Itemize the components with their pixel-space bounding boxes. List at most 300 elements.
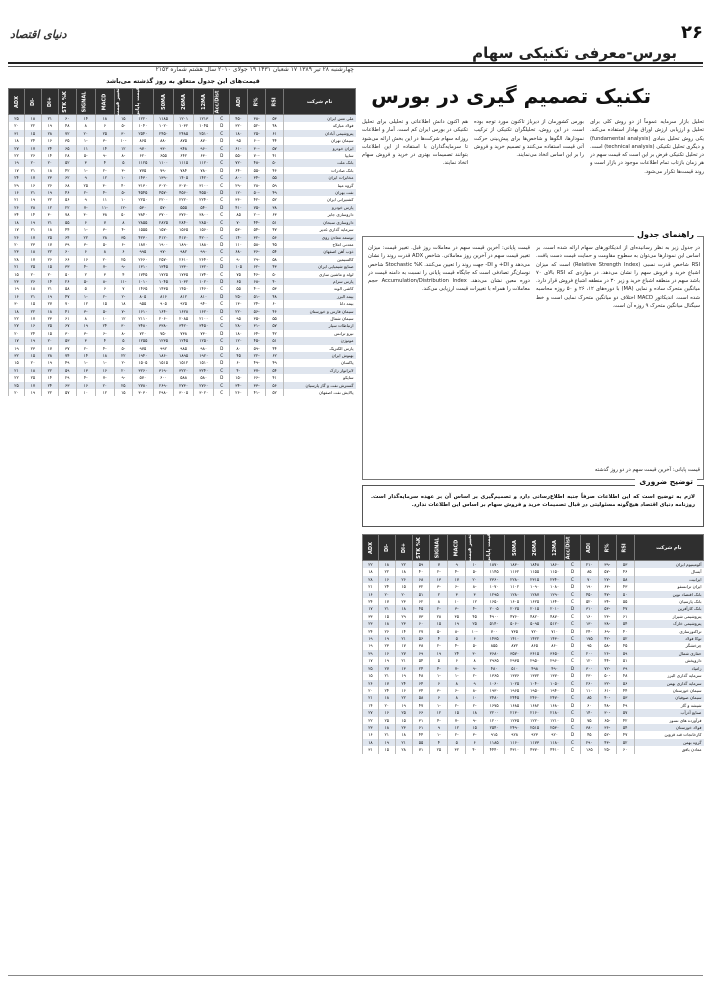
indicator-cell: ۲۰۱۵ [525,605,545,612]
indicator-cell: ۲۶ [378,628,395,635]
company-name-cell: کاشی الوند [284,285,356,292]
company-name-cell: موتوژن [284,337,356,344]
indicator-cell: ۱۰ [95,315,114,322]
indicator-cell: ۲۸۵۰ [194,219,214,226]
indicator-cell: ۱۱۷۳ [525,739,545,746]
indicator-cell: C [214,174,230,181]
indicator-cell: ۵۱ [412,591,430,598]
table-row [363,650,704,657]
indicator-cell: ۲۹۶۰ [545,657,565,664]
table-caption: قیمت‌های این جدول متعلق به روز گذشته می‌باشد [106,78,260,85]
indicator-cell: ۷۰ [580,576,598,583]
column-header [363,535,379,561]
indicator-cell: ۸۰۵ [132,293,153,300]
indicator-cell: -۴۴ [248,219,266,226]
indicator-cell: ۲۱ [378,672,395,679]
indicator-cell: ۳۰ [114,322,132,329]
column-header [132,86,153,117]
indicator-cell: ۲۹ [395,613,412,620]
indicator-cell: -۴۳ [598,739,616,746]
company-name-cell: سرمایه گذاری البرز [634,672,703,679]
indicator-cell: ۱۸ [9,137,25,144]
indicator-cell: ۱۵ [114,115,132,123]
company-name-cell: پارس سرام [284,278,356,285]
indicator-cell: ۱۱۱۵ [174,159,194,166]
indicator-cell: ۶۰ [412,620,430,627]
indicator-cell: ۱۶۸۰ [545,702,565,709]
indicator-cell: ۲۱ [41,115,58,123]
indicator-cell: ۱۱۴۵ [484,568,505,575]
indicator-cell: ۱۵ [430,620,448,627]
indicator-cell: ۷ [95,219,114,226]
table-row [9,159,356,166]
indicator-cell: ۱۲ [448,724,466,731]
indicator-cell: ۶ [466,635,484,642]
column-header-label: 26MA [180,93,187,110]
indicator-cell: ۱۶ [395,687,412,694]
company-name-cell: پاکسان [284,359,356,366]
indicator-cell: ۳۲۶۰ [132,367,153,374]
table-row [9,337,356,344]
indicator-cell: ۲۲۵۰ [132,196,153,203]
indicator-cell: C [214,382,230,389]
indicator-cell: -۴ [448,568,466,575]
indicator-cell: ۳۵ [58,137,76,144]
indicator-cell: -۴۸ [598,702,616,709]
indicator-cell: ۹۷۰ [153,248,173,255]
indicator-cell: ۲۳۴۰ [545,576,565,583]
indicator-cell: ۴ [430,635,448,642]
indicator-cell: ۱۸۹۰ [174,241,194,248]
indicator-cell: ۱۷ [24,382,41,389]
indicator-cell: D [565,665,581,672]
indicator-cell: -۲ [114,359,132,366]
indicator-cell: -۱ [76,359,95,366]
table-row [9,263,356,270]
indicator-cell: ۳۹ [58,241,76,248]
indicator-cell: ۶ [95,285,114,292]
indicator-cell: ۴۵۷۰ [153,189,173,196]
indicator-cell: ۵۹ [616,650,634,657]
indicator-cell: D [214,330,230,337]
indicator-cell: ۱۴۶۵ [132,285,153,292]
indicator-cell: ۱۴۲۰ [194,174,214,181]
column-header-label: تغییر قیمت [115,87,122,116]
indicator-cell: -۳۶ [248,248,266,255]
indicator-cell: -۴۴ [598,657,616,664]
company-name-cell: گروه بهمن [634,739,703,746]
column-header-label: SIGNAL [433,537,440,558]
indicator-cell: ۱۳۳۰ [174,263,194,270]
indicator-cell: ۲۳ [9,248,25,255]
indicator-cell: ۴۷۶۰ [505,613,525,620]
indicator-cell: ۳۴۸۰ [132,322,153,329]
indicator-cell: ۲۱ [363,583,379,590]
indicator-cell: ۱۷ [9,337,25,344]
company-name-cell: بانک اقتصاد نوین [634,591,703,598]
indicator-cell: ۲۲ [41,248,58,255]
table-row [9,115,356,123]
indicator-cell: ۲۶ [9,204,25,211]
indicator-cell: -۱ [448,672,466,679]
indicator-cell: ۴۴ [412,731,430,738]
indicator-cell: ۸ [430,598,448,605]
indicator-cell: ۴۳۷۰ [525,746,545,753]
indicator-cell: ۱۹ [41,359,58,366]
table-row [363,591,704,598]
indicator-cell: ۳۳۸۰ [153,322,173,329]
indicator-cell: ۲۳ [24,345,41,352]
indicator-cell: ۵۹ [58,367,76,374]
table-row [9,189,356,196]
table-row [363,576,704,583]
indicator-cell: ۱۶۴۰ [545,598,565,605]
indicator-cell: C [214,285,230,292]
indicator-cell: ۲۹۳۵ [505,657,525,664]
indicator-cell: ۱۸ [378,724,395,731]
indicator-cell: ۱۲ [114,315,132,322]
indicator-cell: ۱۵۱۵ [153,359,173,366]
column-header [565,535,581,561]
indicator-cell: ۸ [448,694,466,701]
table-row [9,352,356,359]
indicator-cell: ۱۴۰ [580,709,598,716]
indicator-cell: ۲۰۸۵ [174,315,194,322]
indicator-cell: ۱۵ [95,300,114,307]
issue-line: چهارشنبه ۲۸ تیر ۱۳۸۹ ۱۷ شعبان ۱۴۳۱ ۱۹ جولای ۲۰۱۰ سال هشتم شماره ۲۱۵۳ [155,66,354,73]
indicator-cell: ۱۹ [41,189,58,196]
indicator-cell: ۴۵۵۰ [194,189,214,196]
indicator-cell: ۲۱ [41,285,58,292]
indicator-cell: ۷۲۰ [132,330,153,337]
indicator-cell: ۲۴ [95,322,114,329]
indicator-cell: ۵۲۰ [580,598,598,605]
indicator-cell: ۱۱۸۵ [153,115,173,123]
guide-right-column: در جدول زیر به نظر رسانیده‌ای از اندیکاتورهای سهام ارائه شده است. بر اساس این نمودارها می‌توان به سطوح مقاومت و حمایت قیمت دست یافت. RSI شاخص قدرت نسبی (Relative Strength Index) است که میزان اشباع خرید و فروش سهم را نشان می‌دهد. در مواردی که RSI بالای ۷۰ باشد سهم در منطقه اشباع خرید و زیر ۳۰ در منطقه اشباع فروش قرار دارد. میانگین متحرک ساده و نمایی (MA) با دوره‌های ۱۲، ۲۶ و ۵۰ روزه محاسبه شده است. اندیکاتور MACD اختلاف دو میانگین متحرک نمایی است و خط سیگنال میانگین متحرک ۹ روزه آن است. [536,245,700,310]
indicator-cell: ۴۴ [58,226,76,233]
indicator-cell: ۴۲ [58,167,76,174]
company-name-cell: کارخانجات قند قزوین [634,731,703,738]
indicator-cell: ۲۷ [395,650,412,657]
indicator-cell: ۷۸۰ [194,167,214,174]
indicator-cell: ۵۸۸ [174,374,194,381]
table-row [363,605,704,612]
company-name-cell: معدنی املاح [284,241,356,248]
indicator-cell: ۵۵ [58,219,76,226]
indicator-cell: ۶۶ [412,709,430,716]
indicator-cell: ۲۶۴۰ [194,256,214,263]
table-row [9,182,356,189]
company-name-cell: سیمان فارس و خوزستان [284,308,356,315]
indicator-cell: -۳ [95,137,114,144]
company-name-cell: سرمایه گذاری بهمن [634,680,703,687]
indicator-cell: ۱۵ [41,263,58,270]
indicator-cell: ۸۵ [230,211,248,218]
company-name-cell: داروسازی جابر [284,211,356,218]
indicator-cell: -۴۰ [598,694,616,701]
indicator-cell: ۴۶ [266,167,284,174]
indicator-cell: ۱۹ [9,159,25,166]
indicator-cell: ۹۸۵ [174,345,194,352]
table-row [363,665,704,672]
indicator-cell: ۵۷ [616,709,634,716]
indicator-cell: ۲۵ [9,382,25,389]
indicator-cell: ۳۲ [412,583,430,590]
indicator-cell: ۱۳ [76,367,95,374]
indicator-cell: ۱۵۶۵ [174,226,194,233]
indicator-cell: ۷۲۰ [525,628,545,635]
indicator-cell: ۴۴۴۰ [484,746,505,753]
company-name-cell: بانک پارسیان [634,598,703,605]
indicator-cell: ۱۵۷۰ [153,226,173,233]
indicator-cell: ۶۵ [58,145,76,152]
indicator-cell: ۱۴۰۵ [174,174,194,181]
indicator-cell: ۲۷ [9,322,25,329]
indicator-cell: ۲۰ [9,389,25,396]
indicator-cell: ۱۵ [24,130,41,137]
indicator-cell: -۳۹ [598,561,616,569]
indicator-cell: ۳۰ [95,182,114,189]
indicator-cell: ۲۲ [9,315,25,322]
indicator-cell: ۵۰ [616,591,634,598]
indicator-cell: ۴۸ [412,672,430,679]
indicator-cell: ۵۵ [616,598,634,605]
column-header-label: -DI [29,97,36,106]
indicator-cell: ۵۷۰ [153,204,173,211]
indicator-cell: ۵۷ [58,389,76,396]
indicator-cell: ۶ [466,739,484,746]
indicator-cell: ۲۲ [41,389,58,396]
indicator-cell: ۱۷۴۵ [132,271,153,278]
indicator-cell: ۱۲۰ [580,657,598,664]
column-header [95,89,114,115]
indicator-cell: ۱۸ [378,694,395,701]
article-column-2: بورس کشورمان از دیرباز تاکنون مورد توجه بوده است. در این روش، تحلیلگران تکنیکی از ترکیب نمودارها، الگوها و شاخص‌ها برای پیش‌بینی حرکت آتی قیمت استفاده می‌کنند و تصمیم خرید و فروش را بر این اساس اتخاذ می‌نمایند. [474,119,584,159]
company-name-cell: بیمه البرز [284,293,356,300]
table-row [9,315,356,322]
guide-title: راهنمای جدول [634,230,697,239]
indicator-cell: ۱۵ [114,389,132,396]
indicator-cell: D [214,278,230,285]
indicator-cell: -۴۸ [248,159,266,166]
indicator-cell: ۷۸ [58,211,76,218]
indicator-cell: ۱۷ [9,226,25,233]
column-header-label: STK %K [415,536,422,559]
indicator-cell: ۳۱ [363,746,379,753]
indicator-cell: ۷۷۵ [132,167,153,174]
indicator-cell: ۲۰ [95,382,114,389]
indicator-cell: ۱۷ [363,605,379,612]
indicator-cell: -۲۲ [248,352,266,359]
indicator-cell: ۲۴۰ [580,628,598,635]
indicator-cell: ۴۸ [266,122,284,129]
company-name-cell: پتروشیمی شیراز [634,613,703,620]
indicator-cell: ۵۵۵ [174,204,194,211]
indicator-cell: ۹۹۵ [132,248,153,255]
indicator-cell: ۳۱۹۰ [153,367,173,374]
indicator-cell: -۲۳ [598,613,616,620]
indicator-cell: ۱۲ [41,204,58,211]
indicator-cell: ۱۲۰۰ [484,717,505,724]
indicator-cell: -۶۹ [598,628,616,635]
indicator-cell: ۱۴ [41,374,58,381]
indicator-cell: ۳۷۰۰ [153,211,173,218]
indicator-cell: ۱۸ [395,568,412,575]
indicator-cell: D [214,374,230,381]
indicator-cell: ۵۴ [266,367,284,374]
indicator-cell: ۱۶۲۸ [174,308,194,315]
indicator-cell: ۴۱ [266,152,284,159]
indicator-cell: ۴۹ [266,359,284,366]
table-row [9,219,356,226]
indicator-cell: ۳۹ [616,665,634,672]
indicator-cell: ۲۴ [24,330,41,337]
indicator-cell: -۷۰ [248,152,266,159]
indicator-cell: C [214,115,230,123]
indicator-cell: ۲۲ [24,122,41,129]
indicator-cell: ۸۶۰ [545,642,565,649]
indicator-cell: C [565,746,581,753]
company-name-cell: داروپخش [634,657,703,664]
indicator-cell: ۵۲ [266,389,284,396]
indicator-cell: ۸۵ [580,694,598,701]
column-header-label: 50MA [160,93,167,110]
note-box [362,477,704,527]
indicator-cell: -۱ [76,137,95,144]
indicator-cell: -۳۲ [598,680,616,687]
indicator-cell: -۷ [95,374,114,381]
indicator-cell: D [214,308,230,315]
indicator-cell: ۲۹ [363,650,379,657]
table-row [363,746,704,753]
indicator-cell: ۸۰۰ [230,174,248,181]
indicator-cell: ۵۹ [412,561,430,569]
indicator-cell: ۲۶ [395,576,412,583]
indicator-cell: ۷۰ [230,219,248,226]
indicator-cell: -۲ [448,731,466,738]
indicator-cell: ۲۵ [114,382,132,389]
column-header-label: RSI [271,96,278,107]
guide-left-column: قیمت پایانی: آخرین قیمت سهم در معاملات روز قبل. تغییر قیمت: میزان تغییر قیمت سهم در آخرین روز معاملاتی. شاخص ADX قدرت روند را نشان می‌دهد و DI+ و DI- جهت روند را تعیین می‌کنند. Stochastic %K شاخص نوسان‌گر تصادفی است که جایگاه قیمت پایانی را نسبت به دامنه قیمت در دوره معین نشان می‌دهد. Accumulation/Distribution Index حجم معاملات را همراه با تغییرات قیمت ارزیابی می‌کند. [368,245,530,293]
indicator-cell: ۴۷ [412,702,430,709]
company-name-cell: کشتیرانی ایران [284,196,356,203]
indicator-cell: ۷۲۰ [230,159,248,166]
indicator-cell: ۹۵ [230,137,248,144]
table-row [363,657,704,664]
indicator-cell: ۱۶۵۰ [484,598,505,605]
indicator-cell: ۵۶ [266,382,284,389]
indicator-cell: ۲۹۶۵ [484,657,505,664]
table-row [363,672,704,679]
indicator-cell: ۵۳۰ [132,204,153,211]
indicator-cell: ۱۶ [363,731,379,738]
indicator-cell: -۳ [76,308,95,315]
indicator-cell: ۲۵۴۰ [484,724,505,731]
indicator-cell: ۷۵۰ [153,330,173,337]
company-name-cell: پتروشیمی آبادان [284,130,356,137]
indicator-cell: C [565,613,581,620]
company-name-cell: پتروشیمی خارک [634,620,703,627]
table-row [9,278,356,285]
indicator-cell: -۶۱ [598,687,616,694]
indicator-cell: -۲۷ [598,576,616,583]
table-row [363,635,704,642]
indicator-cell: ۱۷ [24,234,41,241]
indicator-cell: ۱۲۰۱ [174,115,194,123]
indicator-cell: C [214,234,230,241]
indicator-cell: ۷۵ [230,271,248,278]
indicator-cell: ۱۰۸۰ [545,583,565,590]
indicator-cell: ۲۲۰۰ [484,709,505,716]
indicator-cell: ۲۴ [24,137,41,144]
indicator-cell: ۱۹ [24,196,41,203]
indicator-cell: -۱ [76,226,95,233]
indicator-cell: ۲۰۲۵ [505,605,525,612]
indicator-cell: ۷۱ [412,746,430,753]
indicator-cell: ۶۴۲ [174,152,194,159]
indicator-cell: C [214,211,230,218]
table-row [9,330,356,337]
indicator-cell: -۴۱ [248,389,266,396]
indicator-cell: ۱۱۸۰ [545,739,565,746]
company-name-cell: ملی مس ایران [284,115,356,123]
indicator-cell: ۲۷۳۰ [174,382,194,389]
indicator-cell: ۵۶ [412,635,430,642]
indicator-cell: ۲۲ [363,717,379,724]
indicator-cell: ۳۸۰۰ [194,211,214,218]
indicator-cell: C [565,657,581,664]
indicator-cell: ۶۸ [412,576,430,583]
indicator-cell: D [214,345,230,352]
indicator-cell: -۲ [114,293,132,300]
indicator-cell: -۳۳ [248,382,266,389]
indicator-cell: -۳۴ [248,174,266,181]
column-header-label: نام شرکت [306,98,333,105]
indicator-cell: ۲۰ [114,367,132,374]
company-name-cell: صنایع آذرآب [634,709,703,716]
indicator-cell: ۲۴ [395,680,412,687]
indicator-cell: ۲۳ [363,620,379,627]
indicator-cell: ۲۹۵۰ [525,657,545,664]
indicator-cell: ۲۳۱۵ [525,576,545,583]
indicator-cell: ۱۶۴۰ [153,308,173,315]
indicator-cell: ۳۸ [95,211,114,218]
indicator-cell: -۱ [430,672,448,679]
indicator-cell: -۶ [95,330,114,337]
indicator-cell: ۲۲۴۰ [194,196,214,203]
indicator-cell: ۱۸۳۰ [505,561,525,569]
indicator-cell: -۹ [466,717,484,724]
indicator-cell: ۶۴ [58,234,76,241]
indicator-cell: ۴۱ [266,374,284,381]
indicator-cell: ۱۲ [114,145,132,152]
column-header [194,89,214,115]
indicator-cell: ۲۲ [41,196,58,203]
indicator-cell: ۶۰ [230,359,248,366]
indicator-cell: ۱۸ [378,620,395,627]
indicator-cell: ۵۵ [266,315,284,322]
indicator-cell: ۹۲۳ [525,731,545,738]
indicator-cell: ۲۱ [395,739,412,746]
indicator-cell: -۳۱ [248,322,266,329]
indicator-cell: -۵ [466,568,484,575]
company-name-cell: فولاد مبارکه [284,122,356,129]
indicator-cell: ۲۰ [395,591,412,598]
indicator-cell: ۲۵ [41,234,58,241]
indicator-cell: ۲۰ [76,130,95,137]
indicator-cell: -۶۳ [598,583,616,590]
indicator-cell: ۳۴۲۰ [174,322,194,329]
